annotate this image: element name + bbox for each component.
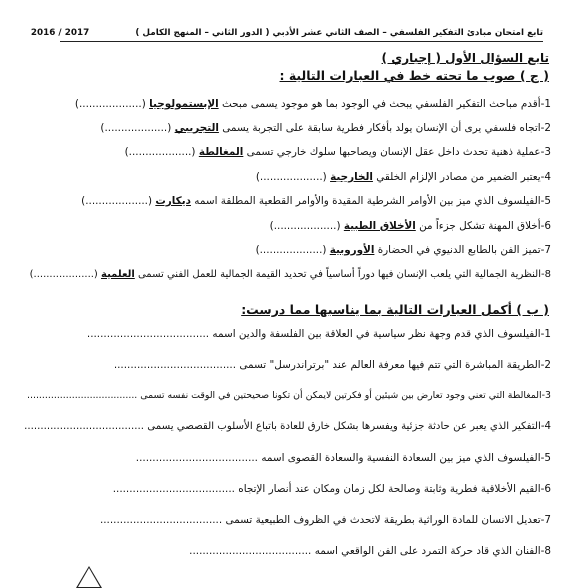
underlined-term: الإبستمولوجيا xyxy=(149,98,219,110)
underlined-term: الخارجية xyxy=(330,171,373,183)
completion-item: 5-الفيلسوف الذي ميز بين السعادة النفسية والسعادة القصوى اسمه ..................................... xyxy=(135,452,551,464)
section-c-title: ( ج ) صوب ما تحته خط في العبارات التالية : xyxy=(279,68,549,83)
exam-header xyxy=(30,26,543,40)
completion-item: 3-المغالطة التي تعني وجود تعارض بين شيئين أو فكرتين لايمكن أن تكونا صحيحتين في الوقت نفسه تسمى ..................................... xyxy=(27,390,551,401)
correction-item: 6-أخلاق المهنة تشكل جزءاً من الأخلاق الطبية (...................) xyxy=(269,220,551,232)
completion-item: 8-الفنان الذي قاد حركة التمرد على الفن الواقعي اسمه ..................................... xyxy=(189,545,551,557)
underlined-term: الأوروبية xyxy=(329,244,375,256)
correction-item: 2-اتجاه فلسفي يرى أن الإنسان يولد بأفكار فطرية سابقة على التجربة يسمى التجريبي (...................) xyxy=(100,122,551,134)
completion-item: 6-القيم الأخلاقية فطرية وثابتة وصالحة لكل زمان ومكان عند أنصار الإتجاه ..................................... xyxy=(112,483,551,495)
correction-item: 5-الفيلسوف الذي ميز بين الأوامر الشرطية المقيدة والأوامر القطعية المطلقة اسمه ديكارت (...................) xyxy=(81,195,551,207)
correction-item: 1-أقدم مباحث التفكير الفلسفي يبحث في الوجود بما هو موجود يسمى مبحث الإبستمولوجيا (...................) xyxy=(74,98,551,110)
correction-item: 7-تميز الفن بالطابع الدنيوي في الحضارة الأوروبية (...................) xyxy=(255,244,551,256)
answer-blank[interactable]: (...................) xyxy=(74,98,146,110)
section-b-title: ( ب ) أكمل العبارات التالية بما يناسبها مما درست: xyxy=(241,302,549,317)
correction-item: 4-يعتبر الضمير من مصادر الإلزام الخلقي الخارجية (...................) xyxy=(255,171,551,183)
triangle-mark-icon xyxy=(76,566,102,588)
answer-blank[interactable]: (...................) xyxy=(255,171,327,183)
answer-blank[interactable]: ..................................... xyxy=(24,421,144,432)
exam-title: تابع امتحان مبادئ التفكير الفلسفي – الصف الثاني عشر الأدبي ( الدور الثاني – المنهج الكامل ) xyxy=(135,28,543,38)
answer-blank[interactable]: ..................................... xyxy=(112,483,235,495)
answer-blank[interactable]: ..................................... xyxy=(27,390,138,401)
underlined-term: المغالطة xyxy=(198,146,244,158)
answer-blank[interactable]: ..................................... xyxy=(86,328,210,340)
underlined-term: التجريبي xyxy=(174,122,219,134)
exam-year: 2017 / 2016 xyxy=(30,28,90,38)
completion-item: 1-الفيلسوف الذي قدم وجهة نظر سياسية في العلاقة بين الفلسفة والدين اسمه ..................................... xyxy=(86,328,551,340)
answer-blank[interactable]: (...................) xyxy=(269,220,341,232)
answer-blank[interactable]: ..................................... xyxy=(113,359,237,371)
answer-blank[interactable]: (...................) xyxy=(81,195,153,207)
answer-blank[interactable]: ..................................... xyxy=(189,545,312,557)
completion-item: 4-التفكير الذي يعبر عن حادثة جزئية ويفسرها بشكل خارق للعادة باتباع الأسلوب القصصي يسمى ..................................... xyxy=(24,421,551,432)
question-heading: تابع السؤال الأول ( إجباري ) xyxy=(381,51,549,65)
answer-blank[interactable]: (...................) xyxy=(124,146,196,158)
answer-blank[interactable]: (...................) xyxy=(255,244,327,256)
answer-blank[interactable]: (...................) xyxy=(29,269,98,280)
underlined-term: ديكارت xyxy=(155,195,191,207)
completion-item: 2-الطريقة المباشرة التي تتم فيها معرفة العالم عند "برتراندرسل" تسمى ..................................... xyxy=(113,359,551,371)
header-divider xyxy=(60,41,543,42)
answer-blank[interactable]: (...................) xyxy=(100,122,172,134)
underlined-term: العلمية xyxy=(101,269,135,280)
correction-item: 3-عملية ذهنية تحدث داخل عقل الإنسان ويصاحبها سلوك خارجي تسمى المغالطة (...................) xyxy=(124,146,551,158)
underlined-term: الأخلاق الطبية xyxy=(343,220,416,232)
correction-item: 8-النظرية الجمالية التي يلعب الإنسان فيها دوراً أساسياً في تحديد القيمة الجمالية للعمل الفني تسمى العلمية (...................) xyxy=(29,269,551,280)
answer-blank[interactable]: ..................................... xyxy=(135,452,258,464)
completion-item: 7-تعديل الانسان للمادة الوراثية بطريقة لاتحدث في الظروف الطبيعية تسمى ..................................... xyxy=(99,514,551,526)
answer-blank[interactable]: ..................................... xyxy=(99,514,223,526)
